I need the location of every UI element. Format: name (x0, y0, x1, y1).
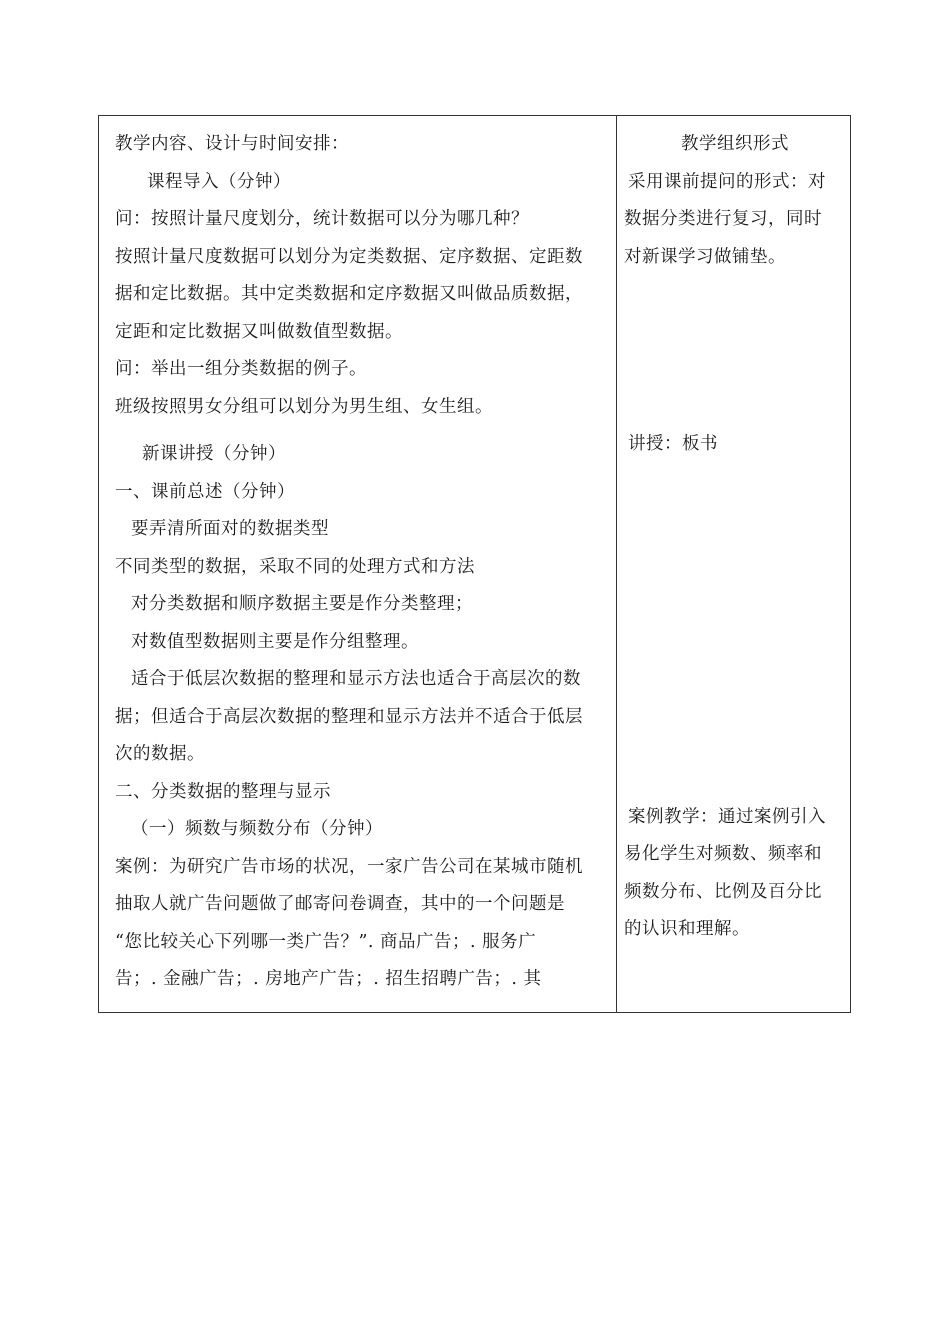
organization-form-column (624, 126, 846, 949)
answer-2: 班级按照男女分组可以划分为男生组、女生组。 (115, 396, 493, 417)
section-2-subtitle: （一）频数与频数分布（分钟） (131, 819, 383, 839)
section-1-title: 一、课前总述（分钟） (115, 481, 295, 502)
lesson-plan-table (98, 115, 851, 1013)
case-line-1: 案例：为研究广告市场的状况，一家广告公司在某城市随机 (115, 856, 583, 877)
method-3-line-1: 案例教学：通过案例引入 (628, 806, 826, 827)
method-2: 讲授：板书 (628, 434, 718, 454)
intro-title: 课程导入（分钟） (147, 171, 291, 192)
method-1-line-1: 采用课前提问的形式：对 (628, 171, 826, 192)
section-2-title: 二、分类数据的整理与显示 (115, 781, 331, 802)
method-3-line-3: 频数分布、比例及百分比 (624, 881, 822, 902)
teaching-content-column (115, 126, 615, 999)
section-1-point-4: 对数值型数据则主要是作分组整理。 (131, 631, 419, 652)
organization-heading: 教学组织形式 (681, 134, 789, 154)
case-line-3: “您比较关心下列哪一类广告？”. 商品广告；. 服务广 (115, 931, 537, 952)
question-1: 问：按照计量尺度划分，统计数据可以分为哪几种？ (115, 209, 529, 229)
section-1-point-3: 对分类数据和顺序数据主要是作分类整理； (131, 594, 473, 614)
method-1-line-3: 对新课学习做铺垫。 (624, 246, 786, 267)
section-1-point-5-line-1: 适合于低层次数据的整理和显示方法也适合于高层次的数 (131, 669, 581, 689)
section-1-point-2: 不同类型的数据，采取不同的处理方式和方法 (115, 556, 475, 577)
section-1-point-5-line-3: 次的数据。 (115, 744, 205, 764)
content-heading: 教学内容、设计与时间安排： (115, 134, 349, 154)
section-1-point-5-line-2: 据；但适合于高层次数据的整理和显示方法并不适合于低层 (115, 706, 583, 727)
case-line-4: 告；. 金融广告；. 房地产广告；. 招生招聘广告；. 其 (115, 969, 542, 989)
method-3-line-4: 的认识和理解。 (624, 919, 750, 939)
column-divider (616, 116, 617, 1012)
section-1-point-1: 要弄清所面对的数据类型 (131, 519, 329, 539)
method-3-line-2: 易化学生对频数、频率和 (624, 844, 822, 864)
new-lesson-title: 新课讲授（分钟） (142, 444, 286, 464)
answer-1-line-1: 按照计量尺度数据可以划分为定类数据、定序数据、定距数 (115, 246, 583, 267)
answer-1-line-2: 据和定比数据。其中定类数据和定序数据又叫做品质数据， (115, 284, 583, 304)
question-2: 问：举出一组分类数据的例子。 (115, 359, 367, 379)
answer-1-line-3: 定距和定比数据又叫做数值型数据。 (115, 321, 403, 342)
case-line-2: 抽取人就广告问题做了邮寄问卷调查，其中的一个问题是 (115, 894, 565, 914)
method-1-line-2: 数据分类进行复习，同时 (624, 209, 822, 229)
